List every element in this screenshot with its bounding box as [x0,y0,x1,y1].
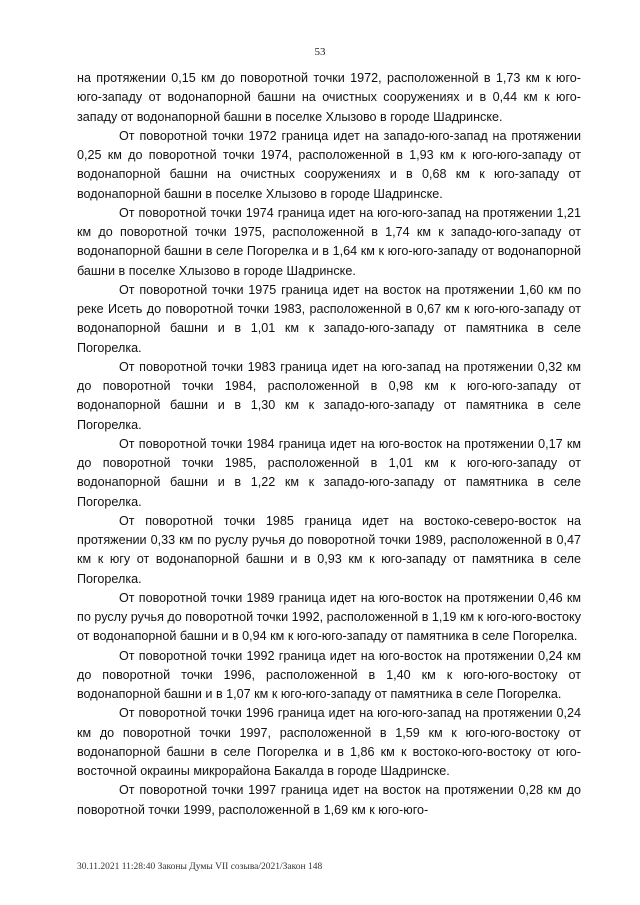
paragraph-continued: на протяжении 0,15 км до поворотной точки 1972, расположенной в 1,73 км к юго-юго-западу от водонапорной башни на очистных сооружениях и в 0,44 км к юго-западу от водонапорной башни в поселке Хлызово в городе Шадринске. [77,71,581,124]
paragraph: От поворотной точки 1997 граница идет на восток на протяжении 0,28 км до поворотной точки 1999, расположенной в 1,69 км к юго-юго- [77,783,581,817]
document-body [77,69,581,820]
paragraph: От поворотной точки 1974 граница идет на юго-юго-запад на протяжении 1,21 км до поворотной точки 1975, расположенной в 1,74 км к западо-юго-западу от водонапорной башни в селе Погорелка и в 1,64 км к юго-юго-западу от водонапорной башни в поселке Хлызово в городе Шадринске. [77,205,581,278]
paragraph: От поворотной точки 1972 граница идет на западо-юго-запад на протяжении 0,25 км до поворотной точки 1974, расположенной в 1,93 км к юго-юго-западу от водонапорной башни на очистных сооружениях и в 0,68 км к юго-западу от водонапорной башни в поселке Хлызово в городе Шадринске. [77,128,581,201]
paragraph: От поворотной точки 1975 граница идет на восток на протяжении 1,60 км по реке Исеть до поворотной точки 1983, расположенной в 0,67 км к юго-юго-западу от водонапорной башни и в 1,01 км к западо-юго-западу от памятника в селе Погорелка. [77,282,581,355]
paragraph: От поворотной точки 1996 граница идет на юго-юго-запад на протяжении 0,24 км до поворотной точки 1997, расположенной в 1,59 км к юго-юго-востоку от водонапорной башни в селе Погорелка и в 1,86 км к востоко-юго-востоку от юго-восточной окраины микрорайона Бакалда в городе Шадринске. [77,706,581,778]
paragraph: От поворотной точки 1985 граница идет на востоко-северо-восток на протяжении 0,33 км по руслу ручья до поворотной точки 1989, расположенной в 0,47 км к югу от водонапорной башни и в 0,93 км к юго-западу от памятника в селе Погорелка. [77,513,581,586]
page-number: 53 [314,46,326,58]
footer-stamp: 30.11.2021 11:28:40 Законы Думы VII созыва/2021/Закон 148 [77,862,323,872]
paragraph: От поворотной точки 1989 граница идет на юго-восток на протяжении 0,46 км по руслу ручья до поворотной точки 1992, расположенной в 1,19 км к юго-юго-востоку от водонапорной башни и в 0,94 км к юго-юго-западу от памятника в селе Погорелка. [77,590,581,644]
paragraph: От поворотной точки 1992 граница идет на юго-восток на протяжении 0,24 км до поворотной точки 1996, расположенной в 1,40 км к юго-юго-востоку от водонапорной башни и в 1,07 км к юго-юго-западу от памятника в селе Погорелка. [77,648,581,701]
paragraph: От поворотной точки 1983 граница идет на юго-запад на протяжении 0,32 км до поворотной точки 1984, расположенной в 0,98 км к юго-юго-западу от водонапорной башни и в 1,30 км к западо-юго-западу от памятника в селе Погорелка. [77,359,581,432]
paragraph: От поворотной точки 1984 граница идет на юго-восток на протяжении 0,17 км до поворотной точки 1985, расположенной в 1,01 км к юго-юго-западу от водонапорной башни и в 1,22 км к западо-юго-западу от памятника в селе Погорелка. [77,436,581,509]
